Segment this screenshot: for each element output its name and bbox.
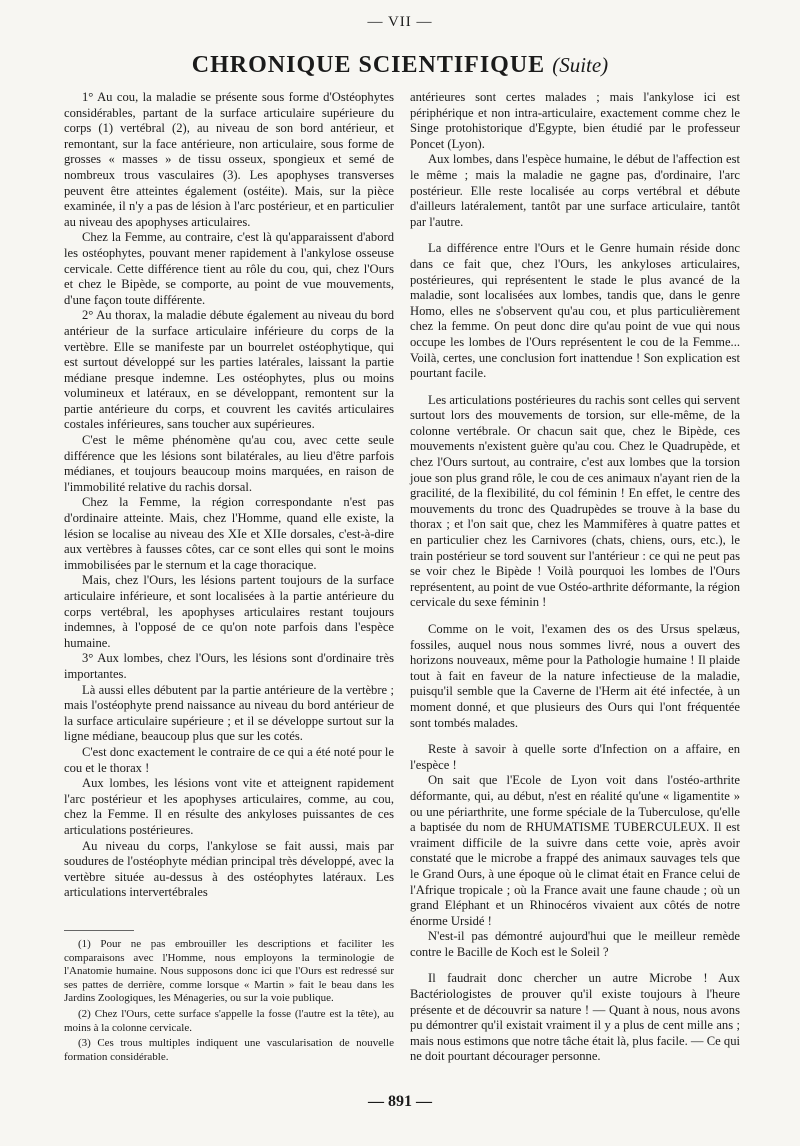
paragraph: antérieures sont certes malades ; mais l'ankylose ici est périphérique et non intra-articulaire, exactement comme chez le Singe protohistorique d'Egypte, bien étudié par le professeur Poncet (Lyon). xyxy=(410,90,740,151)
paragraph: La différence entre l'Ours et le Genre humain réside donc dans ce fait que, chez l'Ours, les ankyloses articulaires, postérieures, qui représentent le stade le plus avancé de la maladie, sont localisées aux lombes, tandis que, dans le genre Homo, elles ne s'observent qu'au cou, et plus particulièrement chez la femme. On peut donc dire qu'au point de vue qui nous occupe les lombes de l'Ours représentent le cou de la Femme... Voilà, certes, une conclusion fort inattendue ! Son explication est pourtant facile. xyxy=(410,241,740,381)
page-number: — 891 — xyxy=(368,1093,432,1110)
paragraph: Chez la Femme, la région correspondante n'est pas d'ordinaire atteinte. Mais, chez l'Homme, quand elle existe, la lésion se localise au niveau des XIe et XIIe dorsales, c'est-à-dire aux vertèbres à fausses côtes, car ce sont elles qui sont le moins immobilisées par le sternum et la cage thoracique. xyxy=(64,495,394,572)
paragraph: Aux lombes, les lésions vont vite et atteignent rapidement l'arc postérieur et les apophyses articulaires, comme, au cou, chez la Femme. Il en résulte des ankyloses puissantes de ces articulations postérieures. xyxy=(64,776,394,837)
paragraph: Il faudrait donc chercher un autre Microbe ! Aux Bactériologistes de prouver qu'il existe toujours à l'heure présente et de découvrir sa nature ! — Quant à nous, nous avons pu démontrer qu'il existait vraiment il y a plus de cent mille ans ; mais nous estimons que notre tâche était là, plus facile. — Ce qui ne doit pourtant décourager personne. xyxy=(410,971,740,1064)
footnote: (1) Pour ne pas embrouiller les descriptions et faciliter les comparaisons avec l'Homme, nous employons la terminologie de l'Anatomie humaine. Nous supposons donc ici que l'Ours est redressé sur ses pattes de derrière, comme lorsque « Martin » fait le beau dans les Jardins Zoologiques, les Ménageries, ou sur la voie publique. xyxy=(64,938,394,1005)
paragraph: C'est le même phénomène qu'au cou, avec cette seule différence que les lésions sont bilatérales, au lieu d'être parfois médianes, et toujours beaucoup moins marquées, en raison de l'immobilité relative du rachis dorsal. xyxy=(64,433,394,494)
paragraph: N'est-il pas démontré aujourd'hui que le meilleur remède contre le Bacille de Koch est le Soleil ? xyxy=(410,929,740,959)
right-column xyxy=(410,90,740,1065)
title-main: CHRONIQUE SCIENTIFIQUE xyxy=(191,52,546,78)
footnotes xyxy=(64,938,394,1066)
article-title xyxy=(0,52,800,79)
paragraph: Les articulations postérieures du rachis sont celles qui servent surtout lors des mouvements de torsion, sur elle-même, de la colonne vertébrale. Or chacun sait que, chez le Bipède, ces mouvements n'existent guère qu'au cou. Chez le Quadrupède, et chez l'Ours surtout, au contraire, c'est aux lombes que la torsion joue son plus grand rôle, le cou de ces animaux n'ayant rien de la gracilité, de la flexibilité, du col féminin ! En effet, le centre des mouvements du tronc des Quadrupèdes se trouve à la base du thorax ; et l'on sait que, chez les Mammifères à quatre pattes et en particulier chez les Carnivores (chats, chiens, ours, etc.), le train postérieur se tord souvent sur l'antérieur : ce qui ne peut pas se voir chez le Bipède ! Voilà pourquoi les lombes de l'Ours représentent, au point de vue Ostéo-arthrite déformante, la région cervicale du sexe féminin ! xyxy=(410,392,740,610)
footnote: (3) Ces trous multiples indiquent une vascularisation de nouvelle formation considérable. xyxy=(64,1037,394,1063)
paragraph: 1° Au cou, la maladie se présente sous forme d'Ostéophytes considérables, partant de la surface articulaire supérieure du corps (1) vertébral (2), au niveau de son bord antérieur, et remontant, sur la face antérieure, non articulaire, sous forme de grosses « masses » de tissu osseux, spongieux et semé de nombreux trous vasculaires (3). Les apophyses transverses peuvent être atteintes également (ostéite). Mais, sur la pièce examinée, il n'y a pas de lésion à l'arc postérieur, et en particulier au niveau des apophyses articulaires. xyxy=(64,90,394,229)
paragraph: Mais, chez l'Ours, les lésions partent toujours de la surface articulaire inférieure, et sont localisées à la partie antérieure du corps vertébral, les apophyses articulaires restant toujours indemnes, à l'opposé de ce qu'on note parfois dans l'espèce humaine. xyxy=(64,573,394,650)
paragraph: 2° Au thorax, la maladie débute également au niveau du bord antérieur de la surface articulaire inférieure du corps de la vertèbre. Elle se manifeste par un bourrelet ostéophytique, qui est surtout développé sur les parties latérales, laissant la partie médiane presque indemne. Les ostéophytes, plus ou moins volumineux et latéraux, en se développant, remontent sur la partie antérieure du corps, et couvrent les cavités articulaires costales inférieures, sans toucher aux supérieures. xyxy=(64,308,394,432)
footnote-divider xyxy=(64,930,134,931)
paragraph: 3° Aux lombes, chez l'Ours, les lésions sont d'ordinaire très importantes. xyxy=(64,651,394,681)
paragraph: Au niveau du corps, l'ankylose se fait aussi, mais par soudures de l'ostéophyte médian principal très développé, avec la vertèbre située au-dessus à des ostéophytes latéraux. Les articulations intervertébrales xyxy=(64,838,394,900)
title-suite: (Suite) xyxy=(552,53,609,77)
paragraph: C'est donc exactement le contraire de ce qui a été noté pour le cou et le thorax ! xyxy=(64,744,394,775)
paragraph: Chez la Femme, au contraire, c'est là qu'apparaissent d'abord les ostéophytes, pouvant mener rapidement à l'ankylose osseuse cervicale. Cette différence tient au rôle du cou, qui, chez l'Ours et chez le Bipède, se comporte, au point de vue mouvements, d'une façon toute différente. xyxy=(64,230,394,307)
paragraph: Aux lombes, dans l'espèce humaine, le début de l'affection est le même ; mais la maladie ne gagne pas, d'ordinaire, l'arc postérieur. Elle reste localisée au corps vertébral et débute d'ailleurs latéralement, tantôt par une surface articulaire, tantôt par l'autre. xyxy=(410,152,740,229)
paragraph: Comme on le voit, l'examen des os des Ursus spelæus, fossiles, auquel nous nous sommes livré, nous a ouvert des horizons nouveaux, même pour la Pathologie humaine ! Il plaide tout à fait en faveur de la nature infectieuse de la maladie, puisqu'il semble que la Caverne de l'Herm ait été infectée, à un moment donné, et que plusieurs des Ours qui l'ont fréquentée sont tombés malades. xyxy=(410,622,740,730)
paragraph: Là aussi elles débutent par la partie antérieure de la vertèbre ; mais l'ostéophyte prend naissance au niveau du bord antérieur de la surface articulaire supérieure ; et il se développe surtout sur la ligne médiane, beaucoup plus que sur les cotés. xyxy=(64,682,394,744)
footnote: (2) Chez l'Ours, cette surface s'appelle la fosse (l'autre est la tête), au moins à la colonne cervicale. xyxy=(64,1007,394,1034)
paragraph: On sait que l'Ecole de Lyon voit dans l'ostéo-arthrite déformante, qui, au début, n'est en réalité qu'une « ligamentite » ou une périarthrite, une forme spéciale de la Tuberculose, qu'elle a baptisée du nom de RHUMATISME TUBERCULEUX. Il est vraiment difficile de la suivre dans cette voie, après avoir constaté que le microbe a frappé des animaux sauvages tels que le Grand Ours, à une époque où le climat était en France celui de l'Afrique tropicale ; où la France avait une faune chaude ; où un grand Eléphant et un Rhinocéros vivaient aux côtés de notre énorme Ursidé ! xyxy=(410,773,740,928)
left-column xyxy=(64,90,394,901)
page-roman-numeral: — VII — xyxy=(367,14,433,30)
paragraph: Reste à savoir à quelle sorte d'Infection on a affaire, en l'espèce ! xyxy=(410,742,740,772)
